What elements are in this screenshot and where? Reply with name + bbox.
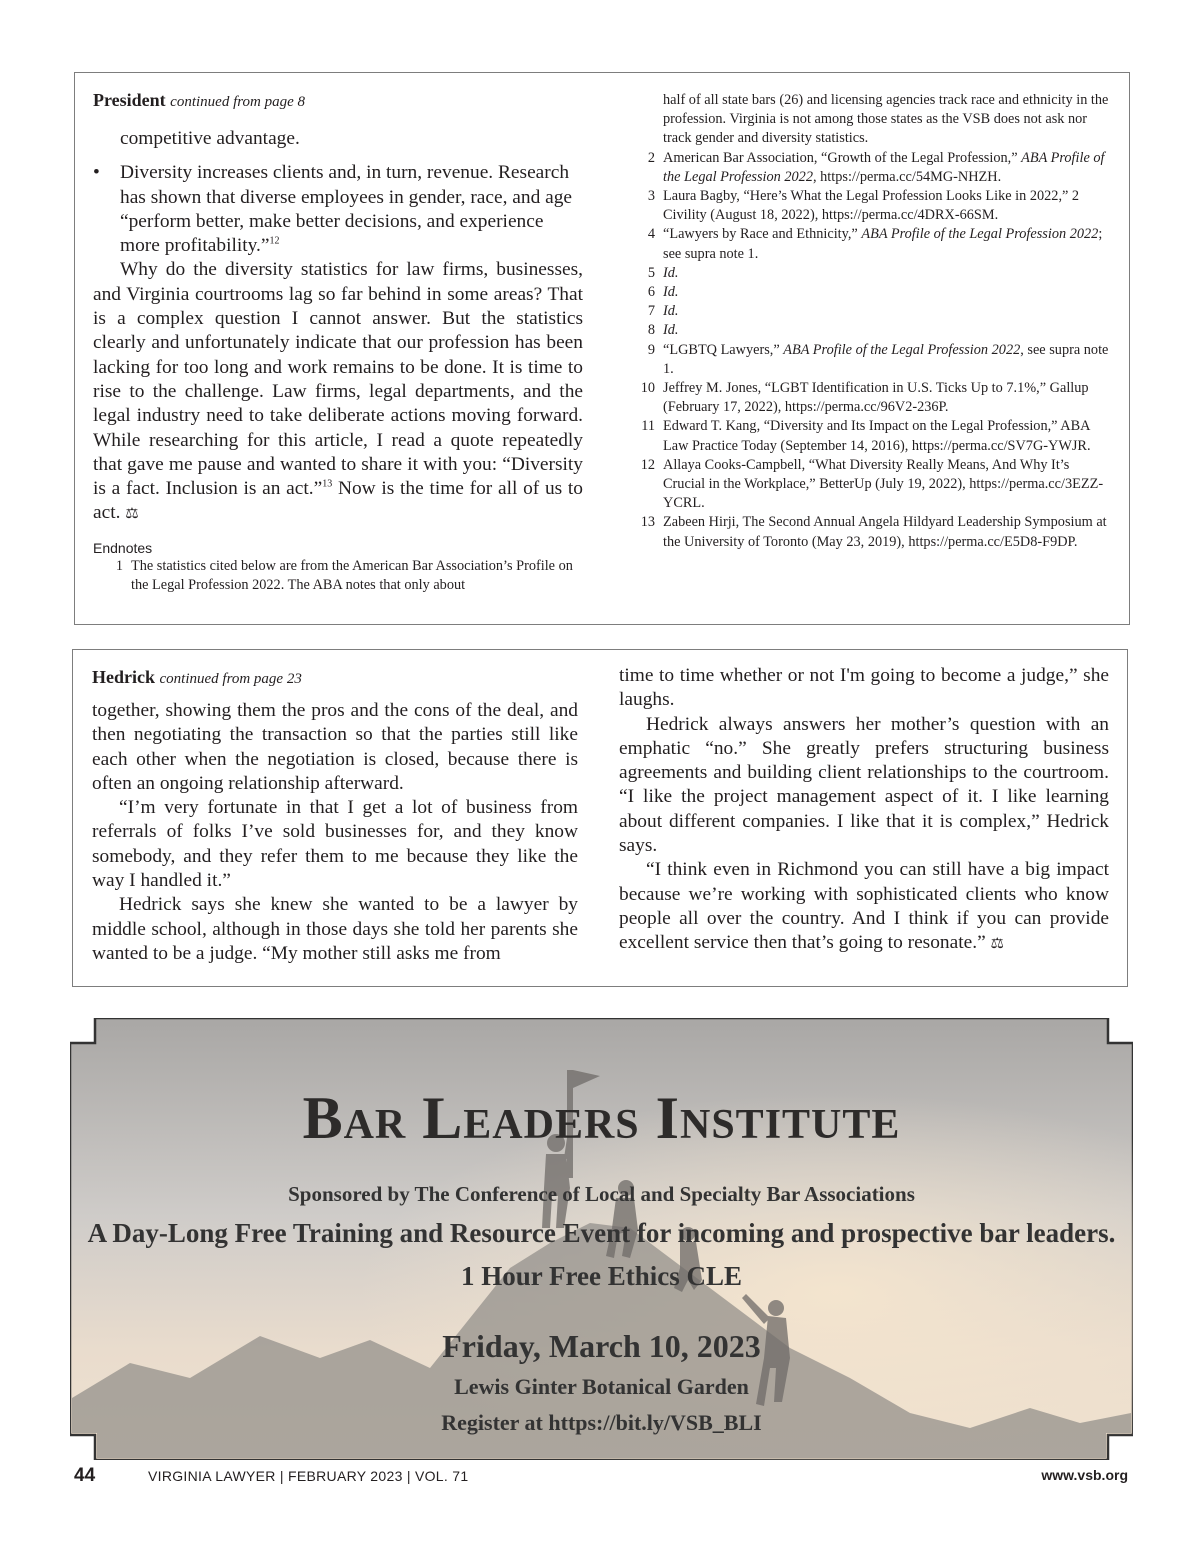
endnote-number: 11 — [641, 418, 655, 435]
president-left-column — [93, 89, 583, 595]
endnote-text — [663, 321, 1111, 340]
endnote-text-part: “LGBTQ Lawyers,” — [663, 341, 784, 358]
bullet-text — [120, 161, 583, 258]
endnote-text-part: , https://perma.cc/54MG-NHZH. — [812, 168, 1002, 185]
banner-title: Bar Leaders Institute — [302, 1085, 901, 1151]
endnotes-heading: Endnotes — [93, 539, 153, 556]
hedrick-left-column — [92, 666, 578, 966]
endnote-italic: Id. — [663, 322, 679, 339]
endnote-item — [633, 379, 1111, 417]
endnote-text — [663, 417, 1111, 455]
endnote-item — [633, 513, 1111, 551]
endnote-number: 9 — [647, 341, 655, 358]
endnote-text-part: ; see supra note 1. — [663, 226, 1103, 262]
endnote-text — [663, 225, 1111, 263]
endnote-text-part: Zabeen Hirji, The Second Annual Angela Hildyard Leadership Symposium at the University of Toronto (May 23, 2019), https://perma.cc/E5D8-F9DP. — [663, 514, 1107, 550]
endnote-item — [633, 264, 1111, 283]
endnotes-list-right — [633, 91, 1111, 149]
page-footer — [74, 1465, 1128, 1495]
kicker-continued: continued from page 23 — [159, 671, 302, 687]
paragraph: Hedrick says she knew she wanted to be a lawyer by middle school, although in those days she told her parents she wanted to be a judge. “My mother still asks me from — [92, 894, 578, 964]
endnote-italic: Id. — [663, 303, 679, 320]
endnote-italic: Id. — [663, 284, 679, 301]
banner-register-link[interactable]: Register at https://bit.ly/VSB_BLI — [441, 1410, 762, 1435]
page-number: 44 — [74, 1465, 96, 1486]
kicker-name: Hedrick — [92, 667, 155, 687]
endnote-ref: 13 — [322, 478, 333, 490]
endnote-number: 2 — [647, 149, 655, 166]
endnote-text — [663, 379, 1111, 417]
hedrick-right-column — [619, 664, 1109, 957]
scales-icon: ⚖ — [990, 936, 1002, 953]
endnote-number: 8 — [647, 322, 655, 339]
hedrick-continuation-box — [72, 649, 1128, 987]
endnotes-list-rest — [633, 149, 1111, 552]
scales-icon: ⚖ — [125, 506, 137, 523]
endnote-italic: ABA Profile of the Legal Profession 2022 — [663, 149, 1105, 185]
endnote-text: The statistics cited below are from the American Bar Association’s Profile on the Legal Profession 2022. The ABA notes that only about — [131, 557, 573, 593]
paragraph: competitive advantage. — [120, 128, 300, 149]
paragraph: together, showing them the pros and the cons of the deal, and then negotiating the transaction so that the parties still like each other when the negotiation is closed, because there is often an ongoing relationship afterward. — [92, 700, 578, 794]
endnote-italic: Id. — [663, 264, 679, 281]
bullet-symbol: • — [93, 162, 100, 184]
endnote-item — [633, 187, 1111, 225]
endnote-text-part: , see supra note 1. — [663, 341, 1109, 377]
endnote-text-part: American Bar Association, “Growth of the Legal Profession,” — [663, 149, 1022, 166]
hedrick-kicker — [92, 666, 578, 690]
paragraph-text: Now is the time for all of us to act. — [93, 478, 583, 524]
endnote-italic: ABA Profile of the Legal Profession 2022 — [861, 226, 1099, 243]
endnote-text — [663, 456, 1111, 514]
paragraph — [93, 258, 583, 526]
banner-sponsor: Sponsored by The Conference of Local and Specialty Bar Associations — [288, 1182, 915, 1206]
website-link[interactable]: www.vsb.org — [1041, 1467, 1128, 1483]
endnote-text-part: Laura Bagby, “Here’s What the Legal Profession Looks Like in 2022,” 2 Civility (August 18, 2022), https://perma.cc/4DRX-66SM. — [663, 188, 1080, 224]
banner-date: Friday, March 10, 2023 — [442, 1328, 761, 1364]
endnote-number: 13 — [640, 514, 655, 531]
paragraph: Hedrick always answers her mother’s question with an emphatic “no.” She greatly prefers structuring business agreements and building client relationships to the courtroom. “I like the project management aspect of it. I like learning about different companies. I like that it is complex,” Hedrick says. — [619, 713, 1109, 857]
endnote-number: 1 — [115, 557, 123, 574]
paragraph: time to time whether or not I'm going to become a judge,” she laughs. — [619, 665, 1109, 711]
endnote-number: 5 — [647, 264, 655, 281]
endnote-number: 4 — [647, 226, 655, 243]
endnote-item — [633, 302, 1111, 321]
kicker-name: President — [93, 90, 166, 110]
banner-venue: Lewis Ginter Botanical Garden — [454, 1374, 749, 1399]
endnote-text — [663, 149, 1111, 187]
bullet-body-text: Diversity increases clients and, in turn, revenue. Research has shown that diverse employees in gender, race, and age “perform better, make better decisions, and experience more profitability.” — [120, 162, 573, 257]
endnote-item-continued — [633, 91, 1111, 149]
endnote-text — [663, 264, 1111, 283]
endnote-item — [633, 321, 1111, 340]
endnote-text-part: Edward T. Kang, “Diversity and Its Impact on the Legal Profession,” ABA Law Practice Today (September 14, 2016), https://perma.cc/SV7G-YWJR. — [663, 418, 1091, 454]
kicker-continued: continued from page 8 — [170, 94, 306, 110]
endnote-text-part: Allaya Cooks-Campbell, “What Diversity Really Means, And Why It’s Crucial in the Workplace,” BetterUp (July 19, 2022), https://perma.cc/3EZZ-YCRL. — [663, 456, 1104, 512]
president-continuation-box — [74, 72, 1130, 625]
endnote-item — [633, 149, 1111, 187]
paragraph-text: Why do the diversity statistics for law firms, businesses, and Virginia courtrooms lag so far behind in some areas? That is a complex question I cannot answer. But the statistics clearly and unfortunately indicate that our profession has been lacking for too long and work remains to be done. It is time to rise to the challenge. Law firms, legal departments, and the legal industry need to take deliberate actions moving forward. While researching for this article, I read a quote repeatedly that gave me pause and wanted to share it with you: “Diversity is a fact. Inclusion is an act.” — [93, 259, 583, 500]
president-right-column — [633, 91, 1111, 552]
president-kicker — [93, 89, 583, 113]
endnote-text — [663, 187, 1111, 225]
endnote-text-part: “Lawyers by Race and Ethnicity,” — [663, 226, 862, 243]
paragraph: “I’m very fortunate in that I get a lot of business from referrals of folks I’ve sold businesses for, and they know somebody, and they refer them to me because they like the way I handled it.” — [92, 797, 578, 892]
publication-line: VIRGINIA LAWYER | FEBRUARY 2023 | VOL. 71 — [148, 1468, 469, 1484]
endnote-text — [663, 341, 1111, 379]
endnote-item — [633, 341, 1111, 379]
endnote-number: 7 — [647, 303, 655, 320]
endnote-item — [633, 283, 1111, 302]
endnote-item — [633, 456, 1111, 514]
banner-cle: 1 Hour Free Ethics CLE — [461, 1261, 742, 1291]
endnote-italic: ABA Profile of the Legal Profession 2022 — [783, 341, 1021, 358]
paragraph — [619, 858, 1109, 956]
banner-description: A Day-Long Free Training and Resource Event for incoming and prospective bar leaders. — [87, 1218, 1116, 1248]
endnote-number: 3 — [647, 188, 655, 205]
endnote-number: 6 — [647, 284, 655, 301]
endnote-number: 12 — [640, 456, 655, 473]
endnote-text — [663, 283, 1111, 302]
endnote-item — [633, 417, 1111, 455]
endnote-text — [663, 513, 1111, 551]
bullet-item — [93, 161, 583, 258]
bar-leaders-banner — [70, 1018, 1133, 1460]
endnote-ref: 12 — [269, 235, 280, 247]
endnotes-list-left — [101, 557, 583, 595]
endnote-text: half of all state bars (26) and licensing agencies track race and ethnicity in the profession. Virginia is not among those states as the VSB does not ask nor track gender and diversity statistics. — [663, 92, 1109, 147]
endnote-number: 10 — [640, 380, 655, 397]
endnote-item — [633, 225, 1111, 263]
paragraph-text: “I think even in Richmond you can still have a big impact because we’re working with sophisticated clients who know people all over the country. And I think if you can provide excellent service then that’s going to resonate.” — [619, 859, 1109, 954]
endnote-text-part: Jeffrey M. Jones, “LGBT Identification in U.S. Ticks Up to 7.1%,” Gallup (February 17, 2022), https://perma.cc/96V2-236P. — [663, 380, 1089, 416]
endnote-text — [663, 302, 1111, 321]
endnote-item — [101, 557, 583, 595]
